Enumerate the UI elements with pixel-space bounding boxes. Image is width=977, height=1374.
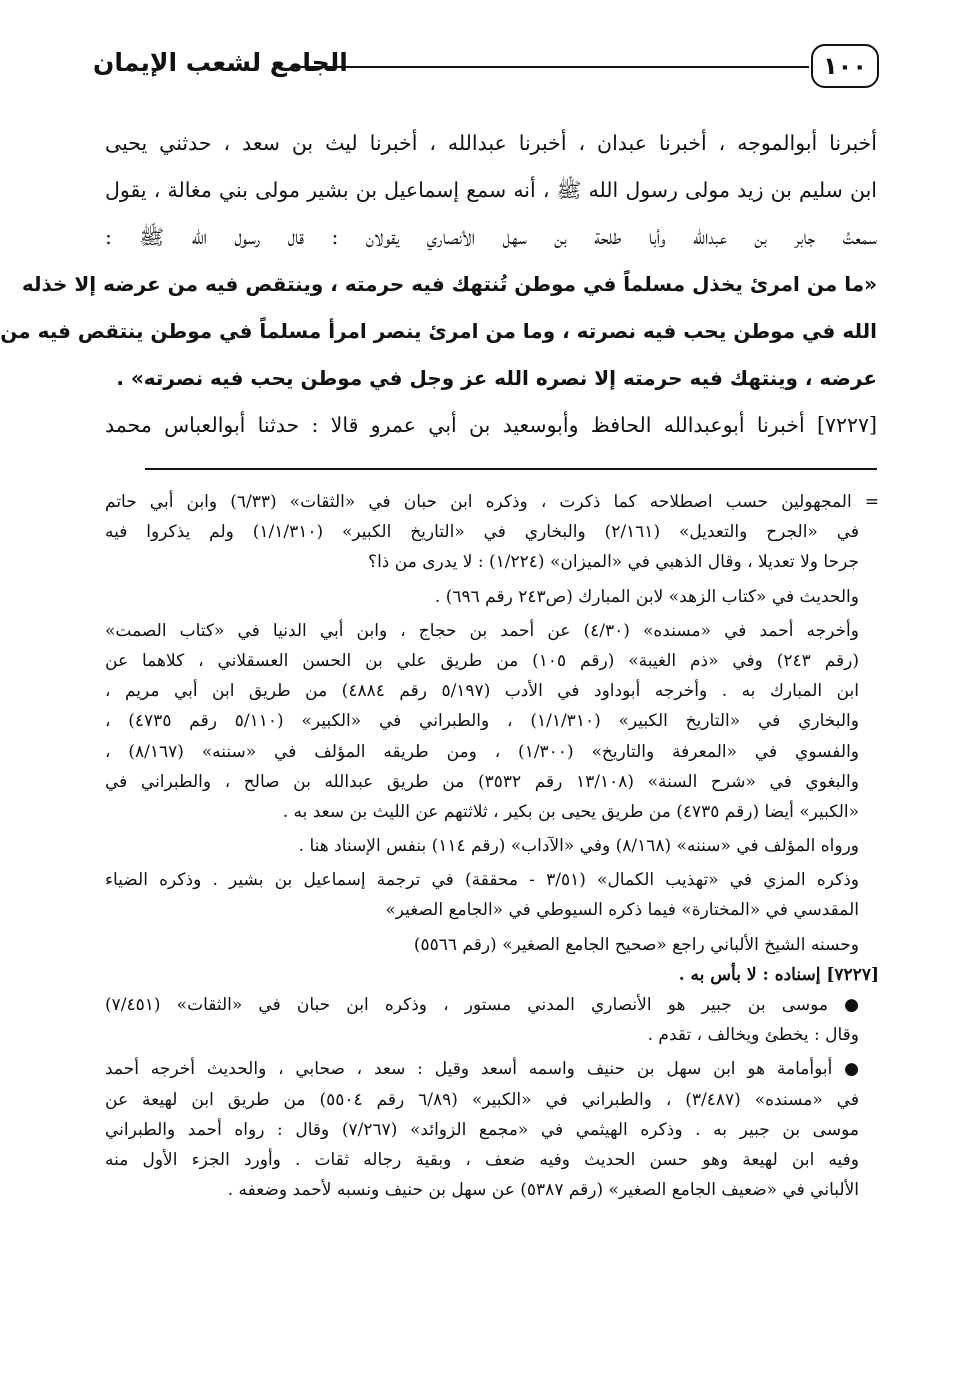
footnote-divider (145, 468, 877, 470)
book-title: الجامع لشعب الإيمان (93, 48, 348, 77)
page-number-badge: ١٠٠ (811, 44, 879, 88)
footnote-line: = المجهولين حسب اصطلاحه كما ذكرت ، وذكره ابن حبان في «الثقات» (٦/٣٣) وابن أبي حاتم (105, 492, 879, 512)
footnote-line: «الكبير» أيضا (رقم ٤٧٣٥) من طريق يحيى بن بكير ، ثلاثتهم عن الليث بن سعد به . (282, 801, 859, 822)
text-line: سمعتُ جابر بن عبدالله وأبا طلحة بن سهل الأنصاري يقولان : قال رسول الله ﷺ : (105, 225, 877, 249)
footnote-line: ورواه المؤلف في «سننه» (٨/١٦٨) وفي «الآداب» (رقم ١١٤) بنفس الإسناد هنا . (298, 836, 859, 857)
hadith-quote-line: «ما من امرئ يخذل مسلماً في موطن تُنتهك فيه حرمته ، وينتقص فيه من عرضه إلا خذله (21, 272, 877, 296)
footnote-isnad-heading: [٧٢٢٧] إسناده : لا بأس به . (678, 964, 879, 985)
text-line: ابن سليم بن زيد مولى رسول الله ﷺ ، أنه سمع إسماعيل بن بشير مولى بني مغالة ، يقول (105, 178, 877, 202)
footnote-bullet-line: ● موسى بن جبير هو الأنصاري المدني مستور ، وذكره ابن حبان في «الثقات» (٧/٤٥١) (105, 995, 859, 1015)
footnote-line: وحسنه الشيخ الألباني راجع «صحيح الجامع الصغير» (رقم ٥٥٦٦) (413, 934, 859, 955)
footnote-line: وذكره المزي في «تهذيب الكمال» (٣/٥١ - محققة) في ترجمة إسماعيل بن بشير . وذكره الضياء (105, 870, 859, 891)
footnote-line: وأخرجه أحمد في «مسنده» (٤/٣٠) عن أحمد بن حجاج ، وابن أبي الدنيا في «كتاب الصمت» (105, 620, 859, 641)
footnote-line: والبخاري في «التاريخ الكبير» (١/١/٣١٠) ، والطبراني في «الكبير» (٥/١١٠ رقم ٤٧٣٥) ، (105, 711, 859, 732)
text-line: [٧٢٢٧] أخبرنا أبوعبدالله الحافظ وأبوسعيد بن أبي عمرو قالا : حدثنا أبوالعباس محمد (105, 413, 877, 437)
footnote-line: في «مسنده» (٣/٤٨٧) ، والطبراني في «الكبير» (٦/٨٩ رقم ٥٥٠٤) من طريق ابن لهيعة عن (105, 1089, 859, 1110)
footnote-line: والفسوي في «المعرفة والتاريخ» (١/٣٠٠) ، ومن طريقه المؤلف في «سننه» (٨/١٦٧) ، (105, 741, 859, 762)
footnote-line: موسى بن جبير به . وذكره الهيثمي في «مجمع الزوائد» (٧/٢٦٧) وقال : رواه أحمد والطبراني (105, 1119, 859, 1140)
text-line: أخبرنا أبوالموجه ، أخبرنا عبدان ، أخبرنا عبدالله ، أخبرنا ليث بن سعد ، حدثني يحيى (105, 131, 877, 155)
footnote-line: والحديث في «كتاب الزهد» لابن المبارك (ص٢٤٣ رقم ٦٩٦) . (434, 586, 859, 607)
footnotes (105, 487, 879, 1205)
footnote-line: جرحا ولا تعديلا ، وقال الذهبي في «الميزان» (١/٢٢٤) : لا يدرى من ذا؟ (368, 552, 859, 573)
page-header (93, 42, 879, 92)
hadith-quote-line: عرضه ، وينتهك فيه حرمته إلا نصره الله عز وجل في موطن يحب فيه نصرته» . (116, 366, 877, 390)
header-rule (293, 66, 809, 68)
footnote-line: الألباني في «ضعيف الجامع الصغير» (رقم ٥٣٨٧) عن سهل بن حنيف ونسبه لأحمد وضعفه . (227, 1180, 859, 1201)
footnote-bullet-line: ● أبوأمامة هو ابن سهل بن حنيف واسمه أسعد وقيل : سعد ، صحابي ، والحديث أخرجه أحمد (105, 1059, 859, 1080)
footnote-line: وفيه ابن لهيعة وهو حسن الحديث وفيه ضعف ، وبقية رجاله ثقات . وأورد الجزء الأول منه (105, 1149, 859, 1170)
footnote-line: المقدسي في «المختارة» فيما ذكره السيوطي في «الجامع الصغير» (385, 900, 859, 921)
hadith-text (0, 120, 877, 449)
footnote-line: والبغوي في «شرح السنة» (١٣/١٠٨ رقم ٣٥٣٢) من طريق عبدالله بن صالح ، والطبراني في (105, 771, 859, 792)
footnote-line: في «الجرح والتعديل» (٢/١٦١) والبخاري في «التاريخ الكبير» (١/١/٣١٠) ولم يذكروا فيه (105, 522, 859, 543)
footnote-line: وقال : يخطئ ويخالف ، تقدم . (647, 1025, 859, 1046)
footnote-line: (رقم ٢٤٣) وفي «ذم الغيبة» (رقم ١٠٥) من طريق علي بن الحسن العسقلاني ، كلاهما عن (105, 650, 859, 671)
footnote-line: ابن المبارك به . وأخرجه أبوداود في الأدب (٥/١٩٧ رقم ٤٨٨٤) من طريق ابن أبي مريم ، (105, 681, 859, 702)
hadith-quote-line: الله في موطن يحب فيه نصرته ، وما من امرئ ينصر امرأ مسلماً في موطن ينتقص فيه من (0, 319, 877, 343)
